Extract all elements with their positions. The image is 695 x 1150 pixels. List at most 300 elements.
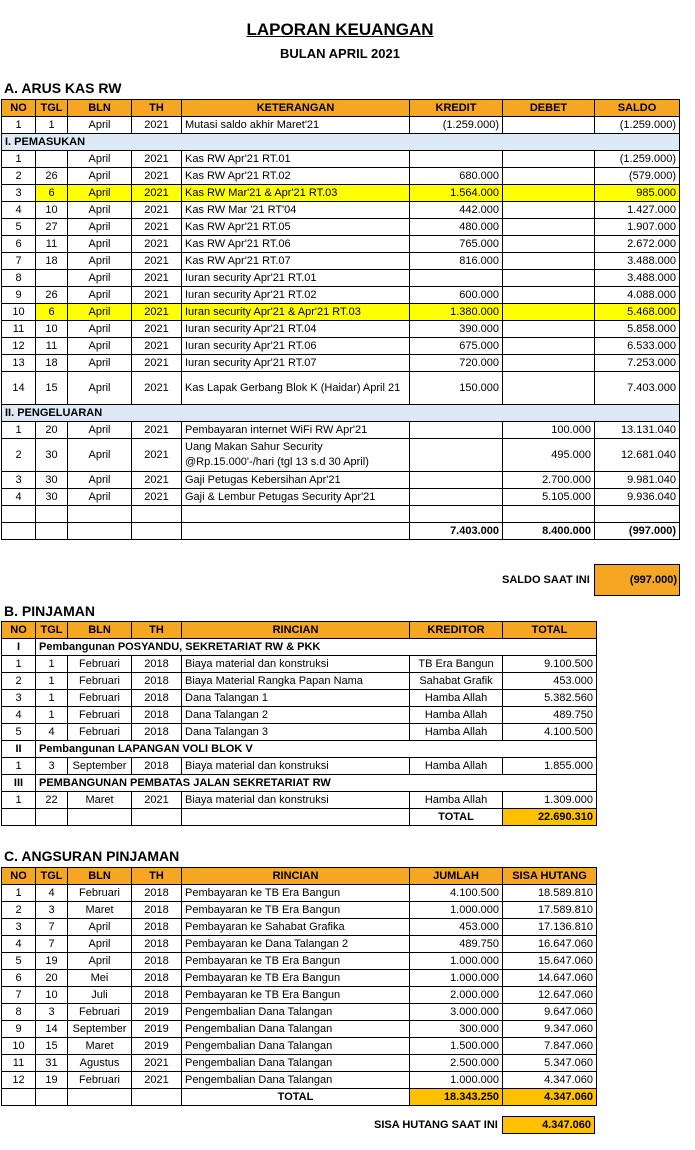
table-cell: 390.000 — [410, 321, 503, 338]
table-cell — [503, 185, 595, 202]
table-cell: 300.000 — [410, 1021, 503, 1038]
loan-header-kreditor: KREDITOR — [410, 622, 503, 639]
table-cell — [36, 151, 68, 168]
table-cell: 5.105.000 — [503, 489, 595, 506]
table-cell: 2021 — [132, 355, 182, 372]
table-cell: 4 — [2, 936, 36, 953]
table-cell: 30 — [36, 439, 68, 472]
table-cell: 4 — [2, 489, 36, 506]
loan-header-th: TH — [132, 622, 182, 639]
installment-header-tgl: TGL — [36, 868, 68, 885]
table-cell: Hamba Allah — [410, 792, 503, 809]
table-cell — [503, 219, 595, 236]
table-cell — [410, 422, 503, 439]
table-cell: 1 — [2, 151, 36, 168]
table-cell — [68, 506, 132, 523]
table-cell: Februari — [68, 724, 132, 741]
table-cell: 2021 — [132, 422, 182, 439]
table-cell: Iuran security Apr'21 RT.04 — [182, 321, 410, 338]
table-cell: 5.858.000 — [595, 321, 680, 338]
table-cell: 18 — [36, 355, 68, 372]
table-cell: 1.500.000 — [410, 1038, 503, 1055]
group-row — [2, 639, 597, 656]
table-row — [2, 1072, 597, 1089]
table-cell — [36, 1089, 68, 1106]
table-row — [2, 202, 680, 219]
table-row — [2, 422, 680, 439]
table-row — [2, 902, 597, 919]
table-row — [2, 936, 597, 953]
group-number: III — [2, 775, 36, 792]
table-cell: 8 — [2, 1004, 36, 1021]
table-cell: 1 — [2, 422, 36, 439]
table-cell: 12.681.040 — [595, 439, 680, 472]
table-cell: 1.427.000 — [595, 202, 680, 219]
table-cell: 27 — [36, 219, 68, 236]
table-cell: 3.000.000 — [410, 1004, 503, 1021]
table-cell: 2021 — [132, 1055, 182, 1072]
table-cell: 7 — [2, 253, 36, 270]
table-cell: 22 — [36, 792, 68, 809]
totals-row — [2, 1089, 597, 1106]
table-cell: Hamba Allah — [410, 724, 503, 741]
group-label: PEMBANGUNAN PEMBATAS JALAN SEKRETARIAT RW — [36, 775, 597, 792]
table-cell: April — [68, 953, 132, 970]
table-cell: 1 — [36, 707, 68, 724]
table-cell — [36, 270, 68, 287]
table-cell: Pengembalian Dana Talangan — [182, 1021, 410, 1038]
loan-header-no: NO — [2, 622, 36, 639]
table-cell: 12.647.060 — [503, 987, 597, 1004]
table-row — [2, 151, 680, 168]
section-a-title: A. ARUS KAS RW — [4, 80, 122, 96]
total-saldo: (997.000) — [595, 523, 680, 540]
table-cell: 2.000.000 — [410, 987, 503, 1004]
table-cell: 2 — [2, 902, 36, 919]
table-cell: 765.000 — [410, 236, 503, 253]
table-cell: 489.750 — [410, 936, 503, 953]
table-row — [2, 338, 680, 355]
table-cell: Maret — [68, 902, 132, 919]
group-label: II. PENGELUARAN — [2, 405, 680, 422]
table-cell: 1 — [2, 656, 36, 673]
table-cell: 2018 — [132, 970, 182, 987]
table-cell: 2018 — [132, 902, 182, 919]
table-cell: Iuran security Apr'21 RT.02 — [182, 287, 410, 304]
table-cell: 9 — [2, 287, 36, 304]
table-cell: 2019 — [132, 1004, 182, 1021]
table-cell: 17.589.810 — [503, 902, 597, 919]
table-cell: Pengembalian Dana Talangan — [182, 1072, 410, 1089]
table-cell: 6.533.000 — [595, 338, 680, 355]
table-cell: Pengembalian Dana Talangan — [182, 1004, 410, 1021]
table-cell: Hamba Allah — [410, 758, 503, 775]
total-kredit: 7.403.000 — [410, 523, 503, 540]
table-cell: Juli — [68, 987, 132, 1004]
table-cell — [503, 117, 595, 134]
table-cell: 17.136.810 — [503, 919, 597, 936]
table-cell: 5 — [2, 219, 36, 236]
table-row — [2, 885, 597, 902]
table-cell: 1.000.000 — [410, 1072, 503, 1089]
table-row — [2, 1055, 597, 1072]
table-cell: Iuran security Apr'21 RT.06 — [182, 338, 410, 355]
table-cell — [68, 1089, 132, 1106]
table-row — [2, 987, 597, 1004]
table-row — [2, 304, 680, 321]
table-cell: 2021 — [132, 287, 182, 304]
table-cell: 4 — [2, 202, 36, 219]
section-b-title: B. PINJAMAN — [4, 603, 96, 619]
table-cell: April — [68, 936, 132, 953]
table-cell: Kas RW Mar '21 RT'04 — [182, 202, 410, 219]
table-cell: Dana Talangan 3 — [182, 724, 410, 741]
table-cell — [132, 506, 182, 523]
table-row — [2, 707, 597, 724]
table-cell: 2021 — [132, 151, 182, 168]
table-cell: 11 — [2, 1055, 36, 1072]
table-row — [2, 287, 680, 304]
table-cell: 1.380.000 — [410, 304, 503, 321]
table-cell: 10 — [2, 1038, 36, 1055]
table-cell: 3 — [2, 472, 36, 489]
table-cell: TB Era Bangun — [410, 656, 503, 673]
table-cell: 2021 — [132, 185, 182, 202]
table-cell: 2021 — [132, 1072, 182, 1089]
table-cell — [36, 809, 68, 826]
table-cell — [503, 321, 595, 338]
installment-header-no: NO — [2, 868, 36, 885]
group-label: I. PEMASUKAN — [2, 134, 680, 151]
table-cell: 2.700.000 — [503, 472, 595, 489]
table-cell: 14 — [36, 1021, 68, 1038]
group-row — [2, 741, 597, 758]
table-cell: 2018 — [132, 758, 182, 775]
table-cell: 10 — [36, 321, 68, 338]
table-cell: Februari — [68, 690, 132, 707]
table-cell: 7 — [36, 936, 68, 953]
table-cell: 11 — [36, 338, 68, 355]
group-label: Pembangunan LAPANGAN VOLI BLOK V — [36, 741, 597, 758]
installment-header-rincian: RINCIAN — [182, 868, 410, 885]
table-cell: 26 — [36, 287, 68, 304]
table-cell: 7.253.000 — [595, 355, 680, 372]
cashflow-table — [1, 99, 680, 540]
table-cell: (1.259.000) — [595, 117, 680, 134]
table-cell — [410, 439, 503, 472]
table-cell: 2021 — [132, 321, 182, 338]
table-cell: April — [68, 472, 132, 489]
table-row — [2, 253, 680, 270]
table-cell — [503, 253, 595, 270]
table-cell: 19 — [36, 1072, 68, 1089]
table-cell — [2, 809, 36, 826]
table-cell: 31 — [36, 1055, 68, 1072]
table-row — [2, 1021, 597, 1038]
table-row — [2, 117, 680, 134]
table-cell: 9.347.060 — [503, 1021, 597, 1038]
table-row — [2, 185, 680, 202]
table-cell: 1.309.000 — [503, 792, 597, 809]
table-cell: April — [68, 439, 132, 472]
section-c-title: C. ANGSURAN PINJAMAN — [4, 848, 180, 864]
table-cell: 3.488.000 — [595, 270, 680, 287]
table-row — [2, 690, 597, 707]
table-cell: (1.259.000) — [410, 117, 503, 134]
table-cell: April — [68, 422, 132, 439]
table-cell: Februari — [68, 1072, 132, 1089]
table-cell: Kas RW Apr'21 RT.07 — [182, 253, 410, 270]
installment-table — [1, 867, 597, 1106]
cashflow-header-bln: BLN — [68, 100, 132, 117]
table-row — [2, 472, 680, 489]
table-cell: Februari — [68, 1004, 132, 1021]
table-cell: 100.000 — [503, 422, 595, 439]
table-cell: 5.347.060 — [503, 1055, 597, 1072]
table-cell — [132, 523, 182, 540]
table-cell: 9.100.500 — [503, 656, 597, 673]
table-cell: 150.000 — [410, 372, 503, 405]
table-cell: 26 — [36, 168, 68, 185]
table-cell: Gaji & Lembur Petugas Security Apr'21 — [182, 489, 410, 506]
table-row — [2, 953, 597, 970]
sisa-hutang-value: 4.347.060 — [503, 1117, 595, 1134]
table-cell — [132, 809, 182, 826]
table-cell: 7 — [2, 987, 36, 1004]
table-cell: 12 — [2, 1072, 36, 1089]
table-cell: 7.847.060 — [503, 1038, 597, 1055]
table-cell: April — [68, 489, 132, 506]
table-cell: April — [68, 151, 132, 168]
table-cell: Maret — [68, 792, 132, 809]
table-cell — [182, 506, 410, 523]
table-cell: 3 — [2, 690, 36, 707]
table-cell: 11 — [36, 236, 68, 253]
table-cell: 4.088.000 — [595, 287, 680, 304]
table-cell: 20 — [36, 422, 68, 439]
table-row — [2, 168, 680, 185]
table-cell: April — [68, 253, 132, 270]
table-row — [2, 792, 597, 809]
table-cell — [182, 809, 410, 826]
table-cell: 495.000 — [503, 439, 595, 472]
table-cell: 1.000.000 — [410, 902, 503, 919]
table-cell: 10 — [36, 987, 68, 1004]
table-cell: 3 — [2, 185, 36, 202]
table-cell: 2018 — [132, 656, 182, 673]
table-cell: 3 — [2, 919, 36, 936]
table-cell: 600.000 — [410, 287, 503, 304]
table-cell: Mei — [68, 970, 132, 987]
table-cell — [503, 151, 595, 168]
table-cell: 1 — [36, 117, 68, 134]
table-cell: 1 — [2, 792, 36, 809]
table-cell: 2021 — [132, 792, 182, 809]
table-cell: 720.000 — [410, 355, 503, 372]
table-cell: 2021 — [132, 117, 182, 134]
table-cell: 6 — [36, 185, 68, 202]
group-number: II — [2, 741, 36, 758]
table-cell: September — [68, 758, 132, 775]
table-cell: Iuran security Apr'21 RT.07 — [182, 355, 410, 372]
table-cell: 5.468.000 — [595, 304, 680, 321]
table-cell: Sahabat Grafik — [410, 673, 503, 690]
table-cell: 453.000 — [503, 673, 597, 690]
table-cell: April — [68, 372, 132, 405]
table-cell: 3 — [36, 758, 68, 775]
table-cell: 2018 — [132, 953, 182, 970]
table-cell: 2019 — [132, 1038, 182, 1055]
table-cell: Februari — [68, 707, 132, 724]
table-cell: 3.488.000 — [595, 253, 680, 270]
installment-header-th: TH — [132, 868, 182, 885]
table-row — [2, 656, 597, 673]
table-cell: Agustus — [68, 1055, 132, 1072]
table-row — [2, 758, 597, 775]
table-cell: 1 — [2, 117, 36, 134]
table-cell: 11 — [2, 321, 36, 338]
total-label: TOTAL — [182, 1089, 410, 1106]
table-cell: 2021 — [132, 472, 182, 489]
table-cell: 489.750 — [503, 707, 597, 724]
table-cell: 2019 — [132, 1021, 182, 1038]
table-cell: 6 — [2, 970, 36, 987]
table-cell: 9.647.060 — [503, 1004, 597, 1021]
table-cell: 2018 — [132, 707, 182, 724]
table-cell: 1 — [36, 690, 68, 707]
table-row — [2, 439, 680, 472]
table-cell: 20 — [36, 970, 68, 987]
table-cell: 5 — [2, 724, 36, 741]
table-cell: 3 — [36, 902, 68, 919]
total-jumlah: 18.343.250 — [410, 1089, 503, 1106]
table-cell — [68, 523, 132, 540]
totals-row — [2, 809, 597, 826]
table-cell: 2018 — [132, 724, 182, 741]
totals-row — [2, 523, 680, 540]
table-cell: 18.589.810 — [503, 885, 597, 902]
table-cell: 7.403.000 — [595, 372, 680, 405]
table-cell: 2021 — [132, 338, 182, 355]
table-cell: 9 — [2, 1021, 36, 1038]
table-row — [2, 724, 597, 741]
cashflow-header-th: TH — [132, 100, 182, 117]
table-cell: Iuran security Apr'21 RT.01 — [182, 270, 410, 287]
table-cell: 5 — [2, 953, 36, 970]
table-cell — [36, 506, 68, 523]
group-number: I — [2, 639, 36, 656]
loan-header-bln: BLN — [68, 622, 132, 639]
table-cell: 30 — [36, 489, 68, 506]
table-cell: 8 — [2, 270, 36, 287]
table-cell: Pembayaran internet WiFi RW Apr'21 — [182, 422, 410, 439]
table-cell: 442.000 — [410, 202, 503, 219]
table-cell: April — [68, 355, 132, 372]
table-cell: 1.855.000 — [503, 758, 597, 775]
table-cell: 675.000 — [410, 338, 503, 355]
table-cell: 3 — [36, 1004, 68, 1021]
cashflow-header-debet: DEBET — [503, 100, 595, 117]
table-cell: 13 — [2, 355, 36, 372]
table-cell: April — [68, 919, 132, 936]
table-cell: 1 — [2, 885, 36, 902]
table-cell: April — [68, 270, 132, 287]
table-cell: Pembayaran ke TB Era Bangun — [182, 885, 410, 902]
table-cell: April — [68, 287, 132, 304]
installment-header-sisa-hutang: SISA HUTANG — [503, 868, 597, 885]
table-row — [2, 236, 680, 253]
table-cell — [503, 355, 595, 372]
table-cell: 2021 — [132, 270, 182, 287]
table-cell: 2018 — [132, 936, 182, 953]
table-cell — [2, 506, 36, 523]
table-cell — [68, 809, 132, 826]
table-cell: 15 — [36, 372, 68, 405]
table-cell — [2, 523, 36, 540]
table-cell: 4 — [36, 724, 68, 741]
table-cell: 6 — [2, 236, 36, 253]
table-cell: Februari — [68, 673, 132, 690]
table-cell: Pengembalian Dana Talangan — [182, 1038, 410, 1055]
table-row — [2, 372, 680, 405]
table-cell: 2021 — [132, 236, 182, 253]
table-cell — [132, 1089, 182, 1106]
table-cell: 10 — [2, 304, 36, 321]
table-cell — [410, 472, 503, 489]
table-cell: 30 — [36, 472, 68, 489]
table-cell: 480.000 — [410, 219, 503, 236]
table-cell: 2021 — [132, 304, 182, 321]
table-cell: Uang Makan Sahur Security @Rp.15.000'-/hari (tgl 13 s.d 30 April) — [182, 439, 410, 472]
cashflow-header-keterangan: KETERANGAN — [182, 100, 410, 117]
report-title: LAPORAN KEUANGAN — [246, 20, 434, 39]
table-cell: 2 — [2, 168, 36, 185]
table-row — [2, 919, 597, 936]
table-cell: 453.000 — [410, 919, 503, 936]
table-cell: Biaya material dan konstruksi — [182, 792, 410, 809]
table-cell — [503, 506, 595, 523]
table-row — [2, 1004, 597, 1021]
table-cell: April — [68, 321, 132, 338]
table-cell: Pembayaran ke TB Era Bangun — [182, 987, 410, 1004]
table-cell: Pembayaran ke Sahabat Grafika — [182, 919, 410, 936]
table-cell: Hamba Allah — [410, 690, 503, 707]
table-cell: Pengembalian Dana Talangan — [182, 1055, 410, 1072]
table-row — [2, 270, 680, 287]
table-cell — [2, 1089, 36, 1106]
table-cell: 1.000.000 — [410, 970, 503, 987]
table-cell: Hamba Allah — [410, 707, 503, 724]
table-cell: Pembayaran ke Dana Talangan 2 — [182, 936, 410, 953]
table-cell: Dana Talangan 2 — [182, 707, 410, 724]
table-cell: Februari — [68, 656, 132, 673]
installment-header-bln: BLN — [68, 868, 132, 885]
loan-header-rincian: RINCIAN — [182, 622, 410, 639]
table-cell: Februari — [68, 885, 132, 902]
table-cell — [503, 287, 595, 304]
table-cell: 14 — [2, 372, 36, 405]
table-cell: April — [68, 117, 132, 134]
table-cell: 19 — [36, 953, 68, 970]
table-row — [2, 1038, 597, 1055]
table-cell: Iuran security Apr'21 & Apr'21 RT.03 — [182, 304, 410, 321]
table-cell: (1.259.000) — [595, 151, 680, 168]
table-cell: Maret — [68, 1038, 132, 1055]
table-cell — [410, 489, 503, 506]
table-cell — [503, 338, 595, 355]
table-cell: 2.500.000 — [410, 1055, 503, 1072]
cashflow-header-saldo: SALDO — [595, 100, 680, 117]
